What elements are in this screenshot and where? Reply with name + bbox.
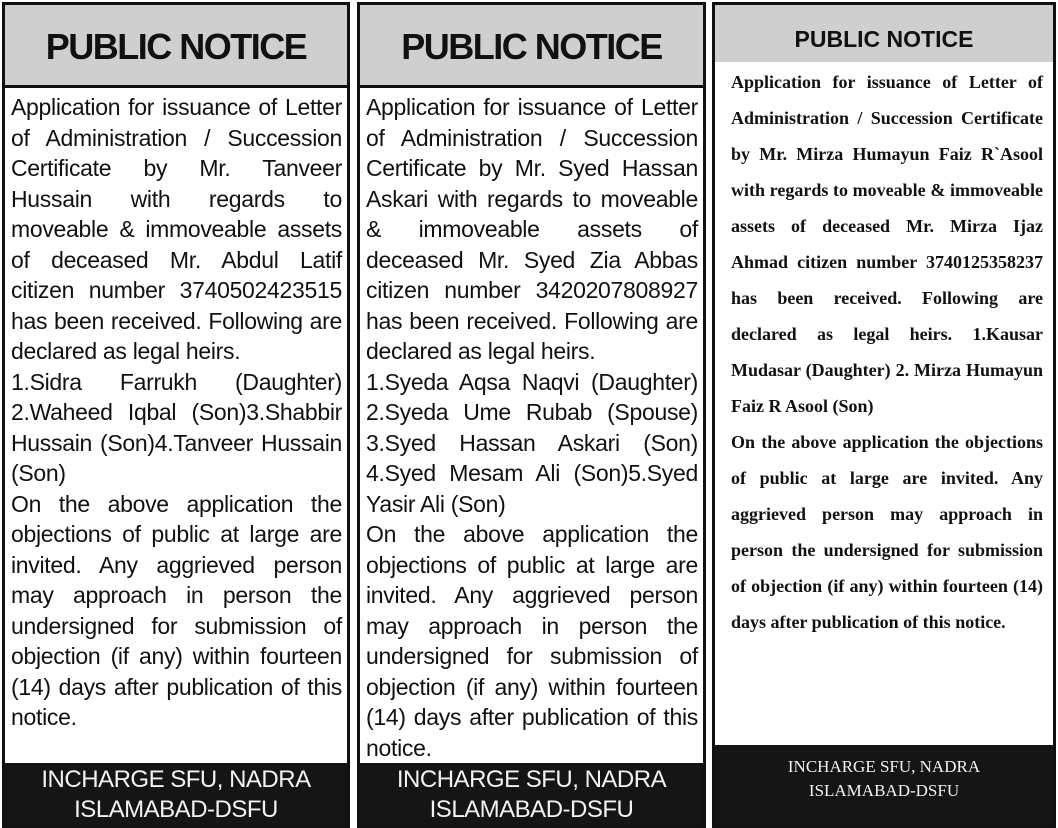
footer-line-1: INCHARGE SFU, NADRA bbox=[787, 757, 981, 776]
footer-line-2: ISLAMABAD-DSFU bbox=[429, 796, 634, 823]
application-text: Application for issuance of Letter of Administration / Succession Certificate by Mr. Tanveer Hussain with regards to moveable & immoveable assets of deceased Mr. Abdul Latif citizen number 3740502423515 has been received. Following are declared as legal heirs. bbox=[11, 94, 342, 364]
notice-footer bbox=[5, 763, 347, 825]
notice-body bbox=[360, 88, 703, 763]
objection-text: On the above application the objections of public at large are invited. Any aggrieved person may approach in person the undersigned for submission of objection (if any) within fourteen (14) days after publication of this notice. bbox=[731, 432, 1043, 632]
objection-text: On the above application the objections of public at large are invited. Any aggrieved person may approach in person the undersigned for submission of objection (if any) within fourteen (14) days after publication of this notice. bbox=[11, 490, 342, 730]
application-text: Application for issuance of Letter of Administration / Succession Certificate by Mr. Syed Hassan Askari with regards to moveable & immoveable assets of deceased Mr. Syed Zia Abbas citizen number 3420207808927 has been received. Following are declared as legal heirs. bbox=[366, 94, 698, 364]
application-text: Application for issuance of Letter of Administration / Succession Certificate by Mr. Mirza Humayun Faiz R`Asool with regards to moveable & immoveable assets of deceased Mr. Mirza Ijaz Ahmad citizen number 3740125358237 has been received. Following are declared as legal heirs. 1.Kausar Mudasar (Daughter) 2. Mirza Humayun Faiz R Asool (Son) bbox=[731, 72, 1043, 416]
public-notice-3 bbox=[712, 2, 1056, 828]
notice-title: PUBLIC NOTICE bbox=[715, 5, 1053, 62]
notice-title: PUBLIC NOTICE bbox=[5, 5, 347, 88]
notice-footer bbox=[715, 745, 1053, 825]
notice-body bbox=[5, 88, 347, 763]
footer-line-2: ISLAMABAD-DSFU bbox=[808, 781, 960, 800]
footer-line-2: ISLAMABAD-DSFU bbox=[74, 796, 278, 823]
footer-line-1: INCHARGE SFU, NADRA bbox=[396, 766, 667, 793]
public-notice-2 bbox=[357, 2, 706, 828]
notice-title: PUBLIC NOTICE bbox=[360, 5, 703, 88]
legal-heirs-list: 1.Syeda Aqsa Naqvi (Daughter) 2.Syeda Ume Rubab (Spouse) 3.Syed Hassan Askari (Son) 4.Syed Mesam Ali (Son)5.Syed Yasir Ali (Son) bbox=[366, 368, 698, 517]
notice-body bbox=[715, 62, 1053, 745]
public-notice-1 bbox=[2, 2, 350, 828]
legal-heirs-list: 1.Sidra Farrukh (Daughter) 2.Waheed Iqbal (Son)3.Shabbir Hussain (Son)4.Tanveer Hussain (Son) bbox=[11, 368, 342, 486]
notice-footer bbox=[360, 763, 703, 825]
objection-text: On the above application the objections of public at large are invited. Any aggrieved person may approach in person the undersigned for submission of objection (if any) within fourteen (14) days after publication of this notice. bbox=[366, 521, 698, 761]
footer-line-1: INCHARGE SFU, NADRA bbox=[41, 766, 311, 793]
